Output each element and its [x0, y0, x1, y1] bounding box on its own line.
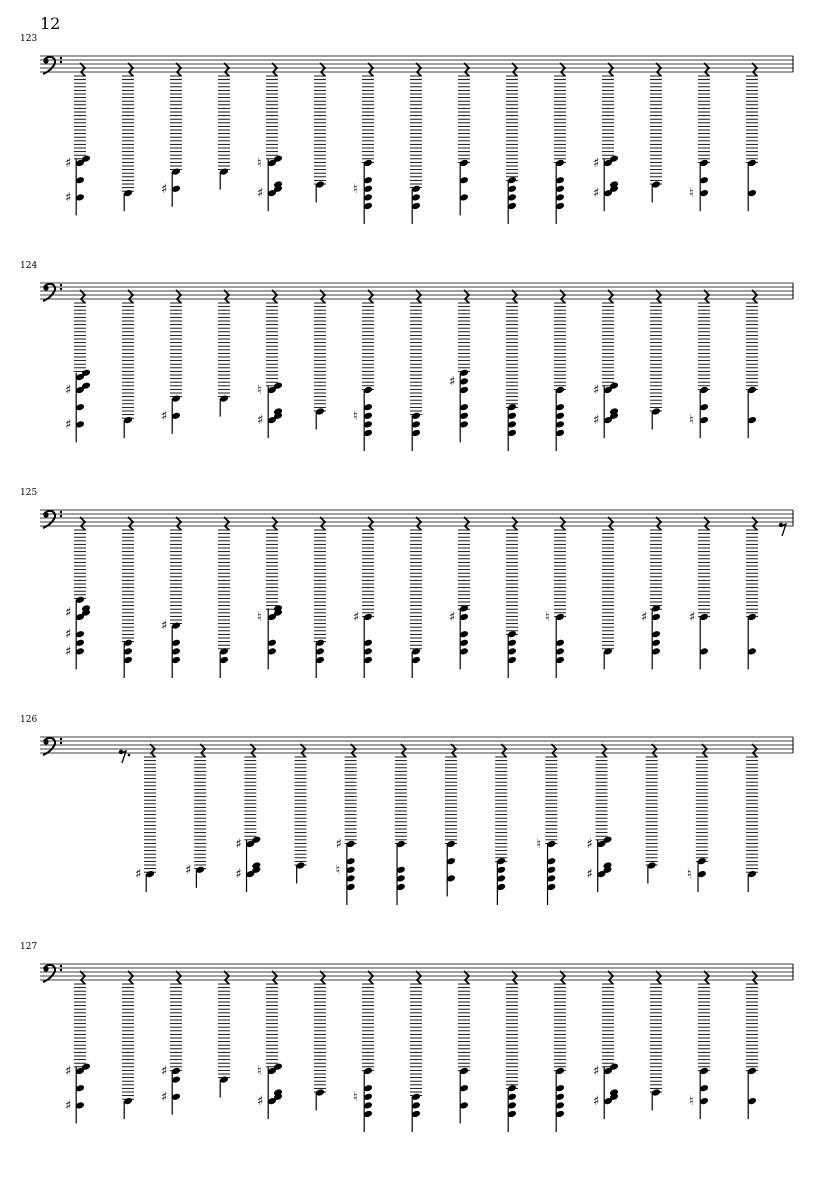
chord — [410, 971, 422, 1132]
sharp-icon: ♯ — [235, 867, 242, 883]
quarter-rest — [301, 744, 306, 757]
bass-clef-dot — [60, 284, 62, 286]
page-number: 12 — [40, 14, 61, 33]
chord — [218, 517, 230, 678]
chord — [746, 744, 758, 892]
chord — [458, 63, 470, 215]
sharp-icon: ♯ — [593, 383, 600, 398]
staff-system — [20, 715, 793, 905]
sharp-icon: ♯ — [161, 1089, 168, 1105]
quarter-rest — [150, 744, 155, 757]
sharp-icon: ♯ — [593, 156, 600, 171]
chord — [689, 517, 710, 669]
chord — [646, 744, 658, 884]
quarter-rest — [416, 63, 421, 76]
quarter-rest — [602, 744, 607, 757]
quarter-rest — [752, 744, 757, 757]
bass-clef-dot — [60, 61, 62, 63]
chord — [449, 517, 470, 669]
bass-clef-curve — [43, 57, 55, 74]
chord — [554, 971, 566, 1132]
quarter-rest — [501, 744, 506, 757]
chord — [257, 63, 283, 211]
quarter-rest — [320, 290, 325, 303]
quarter-rest — [464, 517, 469, 530]
sharp-icon: ♯ — [353, 610, 360, 625]
bass-clef-dot — [60, 57, 62, 59]
quarter-rest — [368, 517, 373, 530]
sharp-icon: ♯ — [641, 610, 648, 625]
quarter-rest — [416, 517, 421, 530]
quarter-rest — [512, 290, 517, 303]
staff-system — [20, 488, 793, 678]
measure-number: 123 — [20, 34, 38, 44]
quarter-rest — [320, 63, 325, 76]
quarter-rest — [560, 971, 565, 984]
chord — [506, 63, 518, 224]
natural-icon: ♮ — [536, 837, 541, 852]
sharp-icon: ♯ — [65, 1098, 72, 1114]
quarter-rest — [752, 63, 757, 76]
sharp-icon: ♯ — [65, 417, 72, 433]
staff-system — [20, 942, 793, 1132]
quarter-rest — [512, 971, 517, 984]
quarter-rest — [176, 517, 181, 530]
natural-icon: ♮ — [257, 610, 262, 625]
quarter-rest — [80, 63, 85, 76]
chord — [554, 290, 566, 451]
sharp-icon: ♯ — [335, 837, 342, 852]
chord — [746, 63, 758, 211]
bass-clef-dot — [60, 288, 62, 290]
sharp-icon: ♯ — [65, 627, 72, 643]
quarter-rest — [560, 290, 565, 303]
natural-icon: ♮ — [353, 408, 358, 424]
chord — [336, 744, 357, 905]
chord — [135, 744, 156, 892]
bass-clef-dot — [60, 511, 62, 513]
chord — [235, 744, 261, 892]
sharp-icon: ♯ — [161, 181, 168, 197]
sharp-icon: ♯ — [449, 610, 456, 625]
natural-icon: ♮ — [353, 1089, 358, 1105]
sharp-icon: ♯ — [689, 610, 696, 625]
bass-clef-curve — [43, 965, 55, 982]
quarter-rest — [704, 63, 709, 76]
quarter-rest — [224, 971, 229, 984]
quarter-rest — [704, 971, 709, 984]
chord — [314, 290, 326, 430]
quarter-rest — [272, 63, 277, 76]
quarter-rest — [368, 971, 373, 984]
chord — [593, 290, 619, 438]
chord — [218, 63, 230, 190]
quarter-rest — [224, 63, 229, 76]
chord — [161, 290, 182, 434]
chord — [353, 517, 374, 678]
quarter-rest — [200, 744, 205, 757]
chord — [593, 63, 619, 211]
chord — [257, 290, 283, 438]
chord — [353, 63, 374, 224]
quarter-rest — [656, 517, 661, 530]
sharp-icon: ♯ — [185, 862, 192, 878]
quarter-rest — [80, 517, 85, 530]
bass-clef-curve — [43, 284, 55, 301]
quarter-rest — [656, 971, 661, 984]
sharp-icon: ♯ — [65, 644, 72, 660]
quarter-rest — [128, 517, 133, 530]
measure-number: 126 — [20, 715, 38, 725]
chord — [689, 290, 710, 438]
chord — [689, 63, 710, 211]
sharp-icon: ♯ — [593, 1094, 600, 1110]
sharp-icon: ♯ — [65, 156, 72, 171]
natural-icon: ♮ — [257, 156, 262, 171]
quarter-rest — [551, 744, 556, 757]
chord — [687, 744, 708, 892]
chord — [746, 290, 758, 438]
chord — [554, 63, 566, 224]
bass-clef-dot — [60, 738, 62, 740]
sharp-icon: ♯ — [257, 186, 264, 202]
rest-dot — [128, 754, 131, 757]
quarter-rest — [80, 971, 85, 984]
sharp-icon: ♯ — [449, 374, 456, 390]
quarter-rest — [320, 517, 325, 530]
sharp-icon: ♯ — [65, 383, 72, 398]
chord — [458, 971, 470, 1123]
quarter-rest — [464, 63, 469, 76]
quarter-rest — [416, 290, 421, 303]
sharp-icon: ♯ — [586, 867, 593, 883]
chord — [161, 971, 182, 1115]
chord — [314, 517, 326, 678]
sharp-icon: ♯ — [593, 186, 600, 202]
quarter-rest — [128, 63, 133, 76]
quarter-rest — [752, 971, 757, 984]
measure-number: 125 — [20, 488, 38, 498]
sharp-icon: ♯ — [235, 837, 242, 852]
sharp-icon: ♯ — [593, 1064, 600, 1079]
quarter-rest — [272, 290, 277, 303]
quarter-rest — [176, 290, 181, 303]
sharp-icon: ♯ — [161, 408, 168, 424]
quarter-rest — [176, 971, 181, 984]
chord — [295, 744, 307, 884]
staff-system — [20, 261, 793, 451]
chord — [161, 517, 182, 678]
sharp-icon: ♯ — [586, 837, 593, 852]
chord — [353, 971, 374, 1132]
quarter-rest — [368, 63, 373, 76]
chord — [650, 290, 662, 430]
chord — [65, 290, 91, 442]
quarter-rest — [464, 971, 469, 984]
quarter-rest — [176, 63, 181, 76]
quarter-rest — [224, 290, 229, 303]
chord — [587, 744, 613, 892]
natural-icon: ♮ — [689, 186, 694, 202]
quarter-rest — [512, 63, 517, 76]
sharp-icon: ♯ — [135, 867, 142, 883]
chord — [410, 517, 422, 678]
chord — [185, 744, 206, 888]
chord — [545, 517, 566, 678]
quarter-rest — [250, 744, 255, 757]
chord — [506, 290, 518, 451]
quarter-rest — [704, 290, 709, 303]
chord — [395, 744, 407, 905]
quarter-rest — [704, 517, 709, 530]
chord — [353, 290, 374, 451]
chord — [410, 63, 422, 224]
chord — [536, 744, 557, 905]
chord — [746, 971, 758, 1119]
measure-number: 124 — [20, 261, 38, 271]
chord — [506, 517, 518, 678]
natural-icon: ♮ — [689, 1094, 694, 1110]
chord — [593, 971, 619, 1119]
chord — [257, 971, 283, 1119]
chord — [314, 971, 326, 1111]
sharp-icon: ♯ — [593, 413, 600, 429]
quarter-rest — [401, 744, 406, 757]
quarter-rest — [608, 290, 613, 303]
quarter-rest — [272, 517, 277, 530]
quarter-rest — [752, 290, 757, 303]
quarter-rest — [320, 971, 325, 984]
chord — [65, 63, 91, 215]
sharp-icon: ♯ — [257, 1094, 264, 1110]
chord — [449, 290, 470, 442]
chord — [445, 744, 457, 896]
chord — [122, 63, 134, 211]
chord — [122, 290, 134, 438]
quarter-rest — [656, 290, 661, 303]
sharp-icon: ♯ — [161, 1064, 168, 1079]
chord — [122, 971, 134, 1119]
chord — [746, 517, 758, 669]
quarter-rest — [351, 744, 356, 757]
quarter-rest — [512, 517, 517, 530]
bass-clef-dot — [60, 965, 62, 967]
chord — [65, 971, 91, 1123]
quarter-rest — [80, 290, 85, 303]
chord — [602, 517, 614, 669]
quarter-rest — [128, 971, 133, 984]
natural-icon: ♮ — [257, 383, 262, 398]
natural-icon: ♮ — [545, 610, 550, 625]
measure-number: 127 — [20, 942, 38, 952]
staff-system — [20, 34, 793, 224]
quarter-rest — [451, 744, 456, 757]
sharp-icon: ♯ — [65, 605, 72, 621]
quarter-rest — [128, 290, 133, 303]
quarter-rest — [608, 63, 613, 76]
natural-icon: ♮ — [686, 867, 692, 883]
chord — [495, 744, 507, 905]
bass-clef-dot — [60, 969, 62, 971]
chord — [650, 971, 662, 1111]
bass-clef-dot — [60, 515, 62, 517]
chord — [257, 517, 283, 669]
quarter-rest — [416, 971, 421, 984]
chord — [506, 971, 518, 1132]
quarter-rest — [608, 971, 613, 984]
quarter-rest — [224, 517, 229, 530]
quarter-rest — [560, 63, 565, 76]
bass-clef-curve — [43, 738, 55, 755]
quarter-rest — [608, 517, 613, 530]
chord — [161, 63, 182, 207]
chord — [689, 971, 710, 1119]
chord — [218, 290, 230, 417]
sharp-icon: ♯ — [65, 190, 72, 206]
quarter-rest — [368, 290, 373, 303]
quarter-rest — [702, 744, 707, 757]
chord — [410, 290, 422, 451]
sharp-icon: ♯ — [161, 618, 168, 634]
bass-clef-curve — [43, 511, 55, 528]
chord — [122, 517, 134, 678]
sharp-icon: ♯ — [65, 1064, 72, 1079]
chord — [641, 517, 662, 669]
natural-icon: ♮ — [689, 413, 694, 429]
quarter-rest — [656, 63, 661, 76]
chord — [218, 971, 230, 1098]
natural-icon: ♮ — [353, 181, 358, 197]
chord — [65, 517, 91, 669]
chord — [314, 63, 326, 203]
chord — [650, 63, 662, 203]
quarter-rest — [272, 971, 277, 984]
natural-icon: ♮ — [257, 1064, 262, 1079]
natural-icon: ♮ — [335, 862, 341, 878]
bass-clef-dot — [60, 742, 62, 744]
quarter-rest — [464, 290, 469, 303]
sharp-icon: ♯ — [257, 413, 264, 429]
quarter-rest — [652, 744, 657, 757]
quarter-rest — [560, 517, 565, 530]
quarter-rest — [752, 517, 757, 530]
